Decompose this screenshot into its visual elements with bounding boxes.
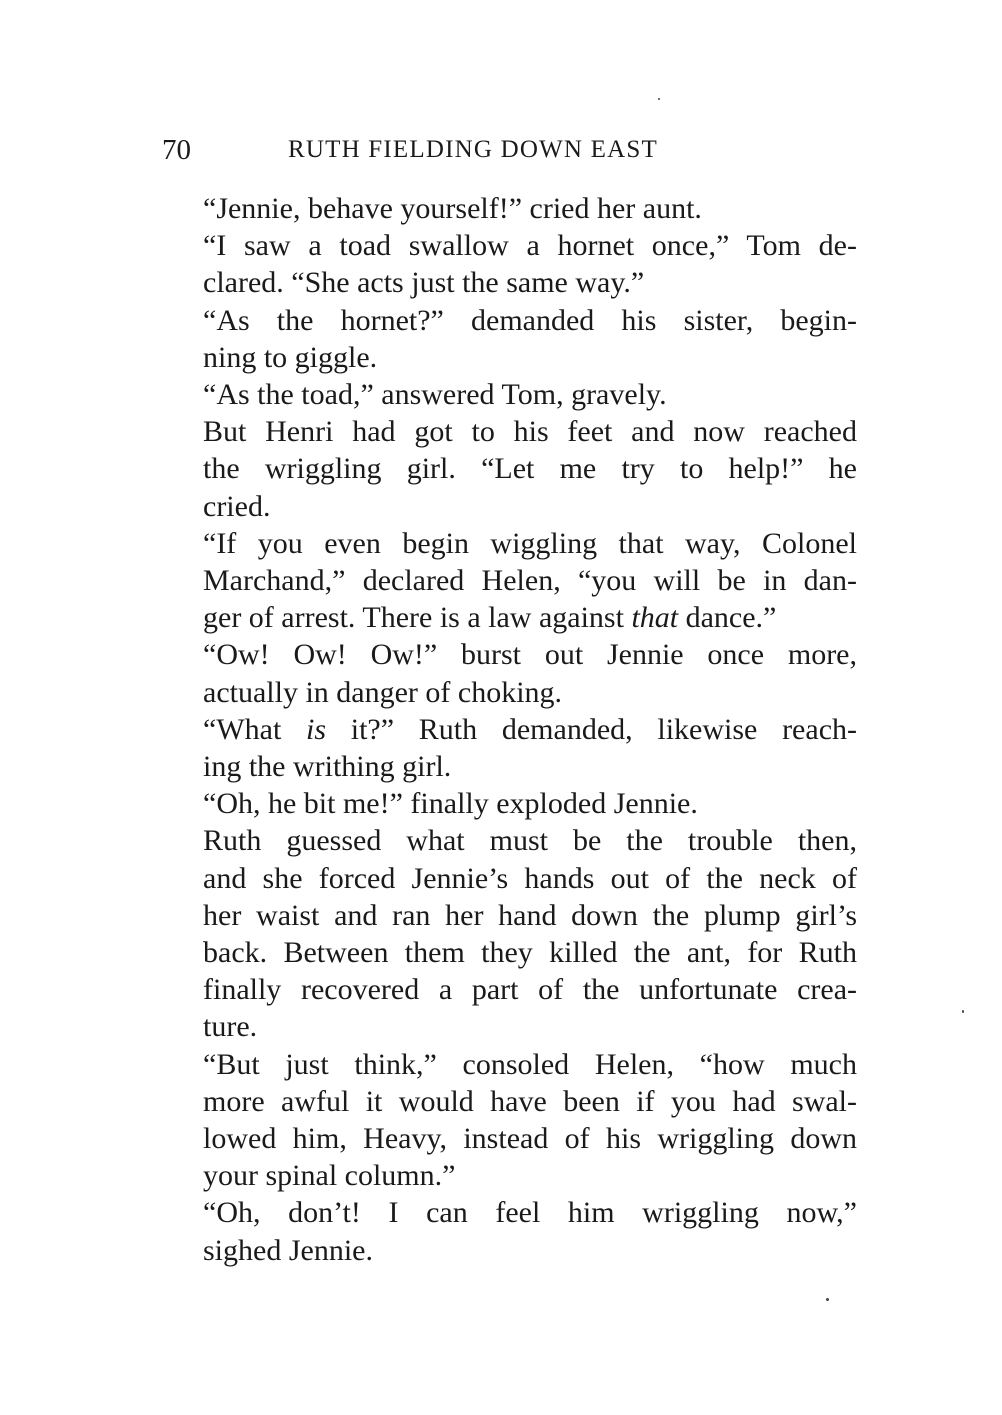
italic-text-run: that [631, 601, 679, 635]
scan-speck [962, 1010, 964, 1013]
paragraph [163, 302, 857, 376]
text-line: your spinal column.” [203, 1159, 456, 1193]
text-run: dance.” [678, 601, 777, 635]
paragraph [163, 525, 857, 637]
text-line: and she forced Jennie’s hands out of the neck of [203, 861, 857, 895]
paragraph [163, 1194, 857, 1268]
text-line: clared. “She acts just the same way.” [203, 266, 645, 300]
text-line: actually in danger of choking. [203, 675, 563, 709]
text-line [163, 711, 857, 748]
text-run: it?” Ruth demanded, likewise reach- [326, 712, 857, 746]
paragraph [163, 785, 857, 822]
text-line: ing the writhing girl. [203, 750, 452, 784]
paragraph [163, 711, 857, 785]
text-run: “What [203, 712, 307, 746]
text-line: “Oh, he bit me!” finally exploded Jennie. [203, 787, 698, 821]
paragraph [163, 227, 857, 301]
text-line: Ruth guessed what must be the trouble then, [203, 824, 857, 858]
scan-speck [658, 98, 660, 100]
text-line: “Oh, don’t! I can feel him wriggling now,” [203, 1196, 857, 1230]
text-line: Marchand,” declared Helen, “you will be in dan- [203, 564, 857, 598]
paragraph [163, 190, 857, 227]
text-run: ger of arrest. There is a law against [203, 601, 632, 635]
text-line: “Jennie, behave yourself!” cried her aunt. [203, 192, 702, 225]
text-line: ture. [203, 1010, 258, 1044]
paragraph [163, 636, 857, 710]
text-line: “Ow! Ow! Ow!” burst out Jennie once more, [203, 638, 857, 672]
paragraph [163, 413, 857, 525]
text-line: her waist and ran her hand down the plump girl’s [203, 898, 857, 932]
text-line: more awful it would have been if you had swal- [203, 1084, 857, 1118]
text-line: finally recovered a part of the unfortunate crea- [203, 973, 857, 1007]
text-line: back. Between them they killed the ant, for Ruth [203, 936, 857, 970]
running-title: RUTH FIELDING DOWN EAST [288, 136, 658, 163]
page-body [163, 190, 857, 1269]
scan-speck [826, 1298, 829, 1301]
text-line [163, 599, 857, 636]
page-number: 70 [162, 134, 191, 166]
text-line: sighed Jennie. [203, 1233, 373, 1267]
text-line: “But just think,” consoled Helen, “how much [203, 1047, 857, 1081]
text-line: “As the hornet?” demanded his sister, begin- [203, 303, 857, 337]
paragraph [163, 822, 857, 1045]
paragraph [163, 1046, 857, 1195]
text-line: But Henri had got to his feet and now reached [203, 415, 857, 449]
text-line: ning to giggle. [203, 340, 378, 374]
italic-text-run: is [306, 712, 327, 746]
page-header [162, 134, 862, 174]
text-line: “As the toad,” answered Tom, gravely. [203, 378, 667, 412]
paragraph [163, 376, 857, 413]
text-line: lowed him, Heavy, instead of his wriggling down [203, 1122, 857, 1156]
text-line: “If you even begin wiggling that way, Colonel [203, 526, 857, 560]
text-line: the wriggling girl. “Let me try to help!” he [203, 452, 857, 486]
text-line: “I saw a toad swallow a hornet once,” Tom de- [203, 229, 857, 263]
text-line: cried. [203, 489, 271, 523]
